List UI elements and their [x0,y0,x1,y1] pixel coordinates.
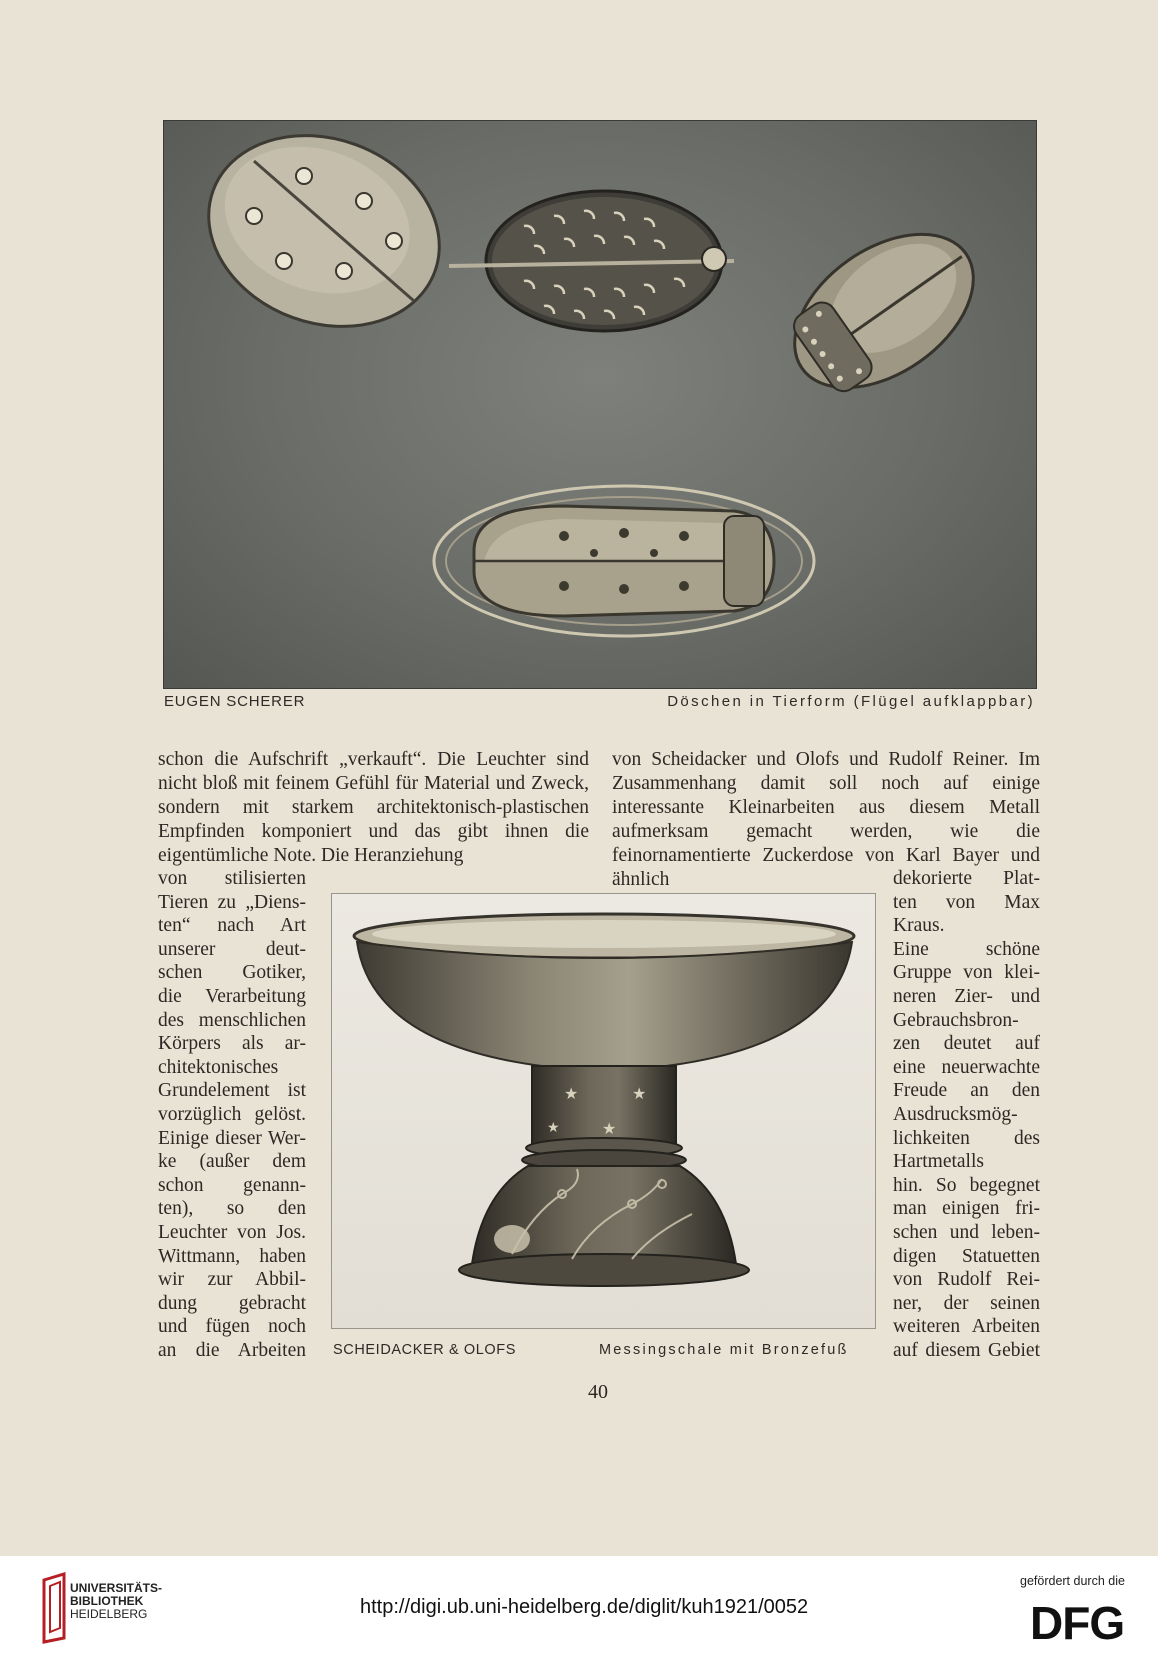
narrow-left-line: ke (außer dem [158,1151,306,1173]
narrow-right-line: ten von Max [893,891,1040,913]
logo-line-2: BIBLIOTHEK [70,1594,144,1608]
left-column-paragraph [158,748,589,868]
narrow-left-line: die Verarbeitung [158,985,306,1007]
long-beetle-box [434,486,814,636]
narrow-right-line: Freude an den [893,1080,1040,1102]
narrow-left-line: des menschlichen [158,1009,306,1031]
top-figure-caption-right: Döschen in Tierform (Flügel aufklappbar) [667,693,1035,710]
narrow-right-line: digen Statuetten [893,1245,1040,1267]
narrow-left-line: Tieren zu „Diens- [158,891,306,913]
svg-text:★: ★ [564,1084,579,1103]
narrow-left-line: ten“ nach Art [158,915,306,937]
right-paragraph-text: von Scheidacker und Olofs und Rudolf Reiner. Im Zusammenhang damit soll noch auf einige interessante Kleinarbeiten aus diesem Metall aufmerksam gemacht werden, wie die feinornamentierte Zuckerdose von Karl Bayer und ähnlich [612,749,1040,890]
library-logo-text [70,1582,162,1621]
narrow-left-line: ten), so den [158,1198,306,1220]
narrow-right-line: hin. So begegnet [893,1174,1040,1196]
narrow-right-line: Kraus. [893,915,945,937]
left-paragraph-text: schon die Aufschrift „verkauft“. Die Leuchter sind nicht bloß mit feinem Gefühl für Material und Zweck, sondern mit starkem architektonisch-plastischen Empfinden komponiert und das gibt ihnen die eigentümliche Note. Die Heranziehung [158,749,589,866]
beetle-boxes-illustration [164,121,1036,688]
narrow-right-line: schen und leben- [893,1221,1040,1243]
narrow-right-line: Hartmetalls [893,1151,984,1173]
narrow-left-line: Leuchter von Jos. [158,1221,306,1243]
narrow-left-line: dung gebracht [158,1292,306,1314]
library-logo-icon [40,1572,68,1649]
narrow-right-line: man einigen fri- [893,1198,1040,1220]
bowl-caption-left: SCHEIDACKER & OLOFS [333,1342,517,1358]
dfg-label: gefördert durch die [1020,1574,1125,1588]
footer-bar [0,1556,1158,1661]
narrow-left-line: schen Gotiker, [158,962,306,984]
logo-line-1: UNIVERSITÄTS- [70,1581,163,1595]
source-url-link[interactable]: http://digi.ub.uni-heidelberg.de/diglit/kuh1921/0052 [360,1596,809,1618]
round-beetle-box [182,121,467,358]
narrow-left-line: Grundelement ist [158,1080,306,1102]
narrow-left-line: Wittmann, haben [158,1245,306,1267]
beetle-boxes-photo [163,120,1037,689]
narrow-left-line: von stilisierten [158,868,306,889]
narrow-left-line: wir zur Abbil- [158,1269,306,1291]
narrow-right-line: neren Zier- und [893,985,1040,1007]
scarab-box [767,203,1002,419]
brass-bowl-illustration [332,894,875,1328]
narrow-right-line: zen deutet auf [893,1033,1040,1055]
narrow-right-line: Ausdrucksmög- [893,1103,1018,1125]
logo-line-3: HEIDELBERG [70,1607,148,1621]
narrow-right-line: dekorierte Plat- [893,868,1040,889]
narrow-right-line: eine neuerwachte [893,1056,1040,1078]
narrow-left-line: und fügen noch [158,1316,306,1338]
narrow-left-line: Einige dieser Wer- [158,1127,306,1149]
narrow-right-line: lichkeiten des [893,1127,1040,1149]
narrow-left-line: vorzüglich gelöst. [158,1103,306,1125]
right-narrow-column [893,867,1040,1362]
svg-text:★: ★ [602,1119,617,1138]
narrow-right-line: Gebrauchsbron- [893,1009,1019,1031]
svg-text:★: ★ [547,1120,560,1136]
narrow-left-line: an die Arbeiten [158,1339,306,1361]
narrow-right-line: ner, der seinen [893,1292,1040,1314]
narrow-left-line: schon genann- [158,1174,306,1196]
narrow-right-line: von Rudolf Rei- [893,1269,1040,1291]
bowl-caption-right: Messingschale mit Bronzefuß [599,1342,849,1358]
narrow-right-line: auf diesem Gebiet [893,1339,1040,1361]
oval-scaled-box [449,191,734,331]
narrow-right-line: Gruppe von klei- [893,962,1040,984]
page-number: 40 [588,1381,608,1403]
narrow-left-line: chitektonisches [158,1056,279,1078]
left-narrow-column [158,867,306,1362]
dfg-logo: DFG [1030,1597,1125,1649]
narrow-right-line: weiteren Arbeiten [893,1316,1040,1338]
brass-bowl-photo [331,893,876,1329]
svg-text:★: ★ [632,1084,647,1103]
narrow-left-line: Körpers als ar- [158,1033,306,1055]
narrow-right-line: Eine schöne [893,938,1040,960]
narrow-left-line: unserer deut- [158,938,306,960]
top-figure-caption-left: EUGEN SCHERER [164,693,306,710]
